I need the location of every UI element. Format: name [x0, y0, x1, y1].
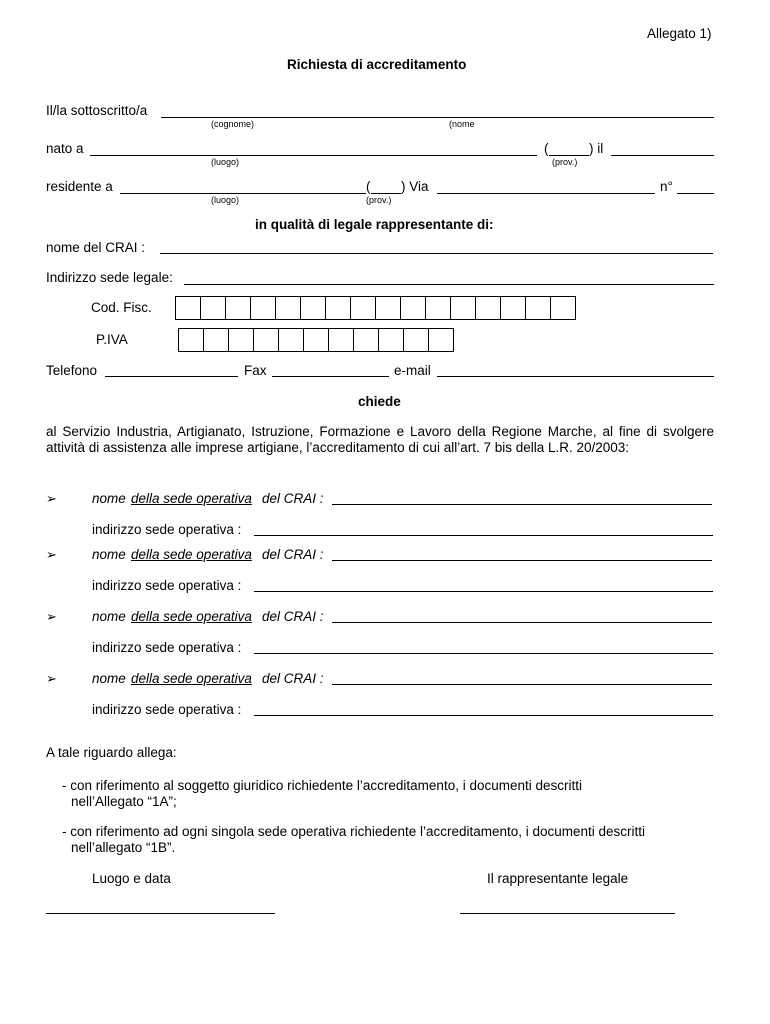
- sede-nome-word: nome: [92, 671, 126, 686]
- residente-luogo-field[interactable]: [120, 193, 366, 194]
- nato-prov-open: (: [544, 141, 549, 156]
- char-box[interactable]: [301, 296, 326, 320]
- numero-field[interactable]: [677, 193, 714, 194]
- bullet-icon: ➢: [46, 671, 57, 686]
- via-field[interactable]: [437, 193, 655, 194]
- char-box[interactable]: [201, 296, 226, 320]
- bullet-icon: ➢: [46, 547, 57, 562]
- char-box[interactable]: [429, 328, 454, 352]
- sede-crai-word: del CRAI :: [262, 609, 324, 624]
- crai-nome-field[interactable]: [160, 253, 713, 254]
- email-label: e-mail: [394, 363, 431, 378]
- sede-legale-label: Indirizzo sede legale:: [46, 270, 173, 285]
- sede-indirizzo-field[interactable]: [254, 591, 713, 592]
- piva-boxes[interactable]: [178, 328, 454, 352]
- residente-luogo-hint: (luogo): [211, 195, 240, 205]
- firma-field[interactable]: [460, 913, 675, 914]
- nato-prov-hint: (prov.): [552, 157, 578, 167]
- email-field[interactable]: [437, 376, 714, 377]
- luogo-data-label: Luogo e data: [92, 871, 171, 886]
- sede-indirizzo-label: indirizzo sede operativa :: [92, 578, 242, 593]
- residente-prov-field[interactable]: [371, 193, 401, 194]
- residente-prov-hint: (prov.): [366, 195, 392, 205]
- char-box[interactable]: [276, 296, 301, 320]
- char-box[interactable]: [229, 328, 254, 352]
- char-box[interactable]: [176, 296, 201, 320]
- sede-nome-field[interactable]: [332, 560, 712, 561]
- char-box[interactable]: [204, 328, 229, 352]
- char-box[interactable]: [326, 296, 351, 320]
- sede-nome-field[interactable]: [332, 622, 712, 623]
- sede-della-word: della sede operativa: [131, 491, 252, 506]
- sottoscritto-field[interactable]: [161, 117, 714, 118]
- telefono-field[interactable]: [105, 376, 238, 377]
- bullet-icon: ➢: [46, 491, 57, 506]
- luogo-data-field[interactable]: [46, 913, 275, 914]
- allega-item2-line2: nell’allegato “1B”.: [71, 840, 176, 855]
- allega-item2-line1: - con riferimento ad ogni singola sede operativa richiedente l’accreditamento, i documenti descritti: [62, 824, 646, 839]
- nato-data-field[interactable]: [611, 155, 714, 156]
- form-title: Richiesta di accreditamento: [287, 57, 467, 72]
- fax-field[interactable]: [272, 376, 389, 377]
- char-box[interactable]: [501, 296, 526, 320]
- sede-crai-word: del CRAI :: [262, 491, 324, 506]
- sede-nome-field[interactable]: [332, 684, 712, 685]
- allegato-label: Allegato 1): [647, 26, 712, 41]
- sede-della-word: della sede operativa: [131, 671, 252, 686]
- char-box[interactable]: [476, 296, 501, 320]
- piva-label: P.IVA: [96, 332, 128, 347]
- char-box[interactable]: [251, 296, 276, 320]
- nato-prov-close: ) il: [589, 141, 604, 156]
- sede-indirizzo-label: indirizzo sede operativa :: [92, 522, 242, 537]
- char-box[interactable]: [304, 328, 329, 352]
- cognome-hint: (cognome): [211, 119, 255, 129]
- bullet-icon: ➢: [46, 609, 57, 624]
- allega-item1-line1: - con riferimento al soggetto giuridico richiedente l’accreditamento, i documenti descritti: [62, 778, 583, 793]
- char-box[interactable]: [279, 328, 304, 352]
- codfisc-boxes[interactable]: [175, 296, 576, 320]
- sede-nome-word: nome: [92, 491, 126, 506]
- via-label: ) Via: [401, 179, 429, 194]
- sede-legale-field[interactable]: [184, 284, 714, 285]
- sede-della-word: della sede operativa: [131, 547, 252, 562]
- nome-hint: (nome: [449, 119, 475, 129]
- crai-nome-label: nome del CRAI :: [46, 240, 146, 255]
- request-paragraph: al Servizio Industria, Artigianato, Istruzione, Formazione e Lavoro della Regione Marche, al fine di svolgere attività di assistenza alle imprese artigiane, l’accreditamento di cui all’art. 7 bis della L.R. 20/2003:: [46, 424, 714, 455]
- sede-nome-word: nome: [92, 547, 126, 562]
- char-box[interactable]: [354, 328, 379, 352]
- allega-item1-line2: nell’Allegato “1A”;: [71, 794, 177, 809]
- residente-prov-open: (: [366, 179, 371, 194]
- char-box[interactable]: [404, 328, 429, 352]
- nato-luogo-field[interactable]: [90, 155, 537, 156]
- char-box[interactable]: [226, 296, 251, 320]
- char-box[interactable]: [451, 296, 476, 320]
- allega-intro: A tale riguardo allega:: [46, 745, 177, 760]
- sede-indirizzo-label: indirizzo sede operativa :: [92, 702, 242, 717]
- sede-nome-field[interactable]: [332, 504, 712, 505]
- sede-della-word: della sede operativa: [131, 609, 252, 624]
- rappresentante-label: Il rappresentante legale: [487, 871, 629, 886]
- nato-prov-field[interactable]: [549, 155, 589, 156]
- char-box[interactable]: [351, 296, 376, 320]
- sede-indirizzo-field[interactable]: [254, 535, 713, 536]
- char-box[interactable]: [401, 296, 426, 320]
- codfisc-label: Cod. Fisc.: [91, 300, 152, 315]
- qualita-heading: in qualità di legale rappresentante di:: [255, 217, 494, 232]
- fax-label: Fax: [244, 363, 267, 378]
- char-box[interactable]: [526, 296, 551, 320]
- char-box[interactable]: [376, 296, 401, 320]
- sede-nome-word: nome: [92, 609, 126, 624]
- telefono-label: Telefono: [46, 363, 98, 378]
- residente-label: residente a: [46, 179, 113, 194]
- chiede-heading: chiede: [358, 394, 401, 409]
- sede-crai-word: del CRAI :: [262, 671, 324, 686]
- sede-crai-word: del CRAI :: [262, 547, 324, 562]
- sede-indirizzo-label: indirizzo sede operativa :: [92, 640, 242, 655]
- char-box[interactable]: [329, 328, 354, 352]
- char-box[interactable]: [254, 328, 279, 352]
- sottoscritto-label: Il/la sottoscritto/a: [46, 103, 148, 118]
- char-box[interactable]: [551, 296, 576, 320]
- char-box[interactable]: [426, 296, 451, 320]
- nato-label: nato a: [46, 141, 84, 156]
- nato-luogo-hint: (luogo): [211, 157, 240, 167]
- sede-indirizzo-field[interactable]: [254, 715, 713, 716]
- numero-label: n°: [660, 179, 673, 194]
- char-box[interactable]: [179, 328, 204, 352]
- char-box[interactable]: [379, 328, 404, 352]
- sede-indirizzo-field[interactable]: [254, 653, 713, 654]
